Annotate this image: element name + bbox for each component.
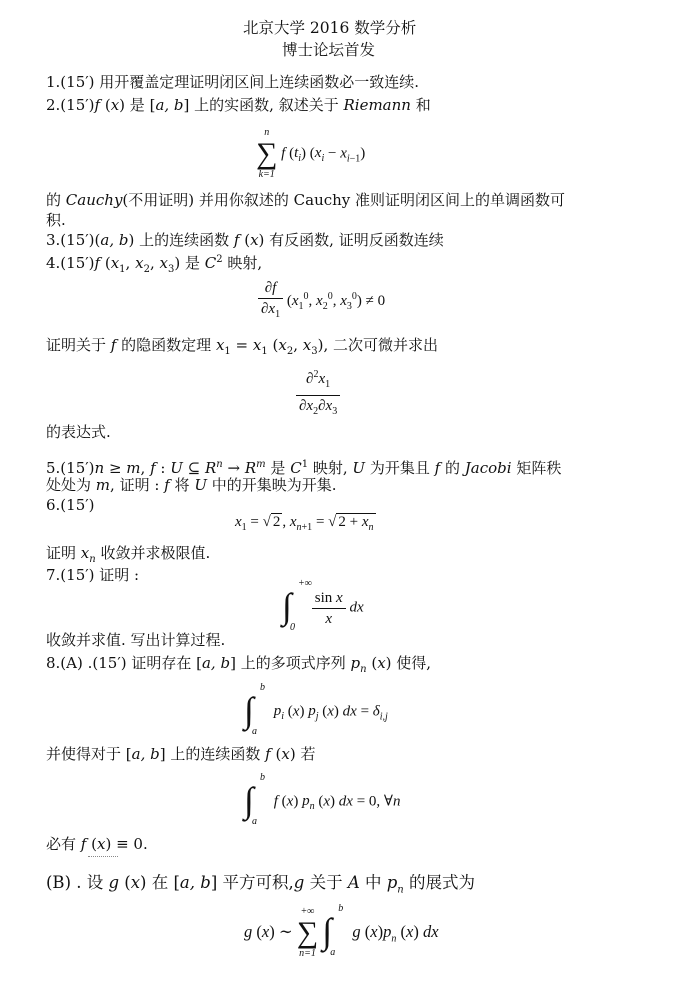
problem-2-line-3: 积. [46,211,66,229]
scan-artifact [88,856,118,863]
orthogonality-integral: ∫ b a $p_i$ (x) $p_j$ (x) dx = $\delta_{i,j}$ [244,682,388,737]
problem-4-line-2: 证明关于 f 的隐函数定理 $x_1 = x_1$ ($x_2$, $x_3$), 二次可微并求出 [46,336,438,357]
problem-3: 3.(15′)(a, b) 上的连续函数 f (x) 有反函数, 证明反函数连续 [46,231,444,249]
problem-4-line-3: 的表达式. [46,423,111,441]
sequence-definition: $x_1$ = √ 2 , $x_{n+1}$ = √ $2 + x_n$ [235,514,374,533]
problem-5-line-2: 处处为 m, 证明 : f 将 U 中的开集映为开集. [46,476,337,494]
problem-6-line-2: 证明 $x_n$ 收敛并求极限值. [46,544,211,565]
page-subtitle: 博士论坛首发 [282,41,376,59]
problem-2-line-2: 的 Cauchy(不用证明) 并用你叙述的 Cauchy 准则证明闭区间上的单调函数可 [46,191,566,209]
problem-7-label: 7.(15′) 证明 : [46,566,140,584]
problem-8a-line-2: 并使得对于 [a, b] 上的连续函数 f (x) 若 [46,745,316,763]
sinc-integral: ∫ +∞ 0 $\frac{\text{sin x}}{x}$ dx [282,578,364,633]
problem-1: 1.(15′) 用开覆盖定理证明闭区间上连续函数必一致连续. [46,73,420,91]
expansion-series: g (x) ∼ +∞ ∑ n=1 ∫ b a g $(x)p_n$ (x) dx [244,903,439,959]
problem-8a-line-3: 必有 f (x) ≡ 0. [46,835,148,853]
problem-4-line-1: 4.(15′)f ($x_1$, $x_2$, $x_3$) 是 $C^2$ 映射, [46,254,263,275]
page-title: 北京大学 2016 数学分析 [243,19,417,37]
problem-8a-line-1: 8.(A) .(15′) 证明存在 [a, b] 上的多项式序列 $p_n$ (x) 使得, [46,654,432,675]
riemann-sum-equation: n ∑ k=1 f $(t_i) (x_i - x_{i-1})$ [256,127,366,180]
problem-5-line-1: 5.(15′)n ≥ m, f : U ⊆ $R^n \to R^m$ 是 $C^1$ 映射, U 为开集且 f 的 Jacobi 矩阵秩 [46,459,562,477]
problem-8b-line-1: (B) . 设 g (x) 在 [a, b] 平方可积,g 关于 A 中 $p_n$ 的展式为 [46,873,475,896]
problem-7-line-2: 收敛并求值. 写出计算过程. [46,631,226,649]
second-derivative-expression: $\frac{\partial^2x_1}{\partial x_2\partial x_3}$ [296,365,340,422]
problem-6-label: 6.(15′) [46,496,95,514]
problem-2-line-1: 2.(15′)f (x) 是 [a, b] 上的实函数, 叙述关于 Riemann 和 [46,96,431,114]
partial-derivative-condition: $\frac{\partial f}{\partial x_1}$ ($x_1^0$, $x_2^0$, $x_3^0) \ne 0$ [258,278,385,325]
completeness-integral: ∫ b a f (x) $p_n$ (x) dx = 0, ∀n [244,772,401,827]
